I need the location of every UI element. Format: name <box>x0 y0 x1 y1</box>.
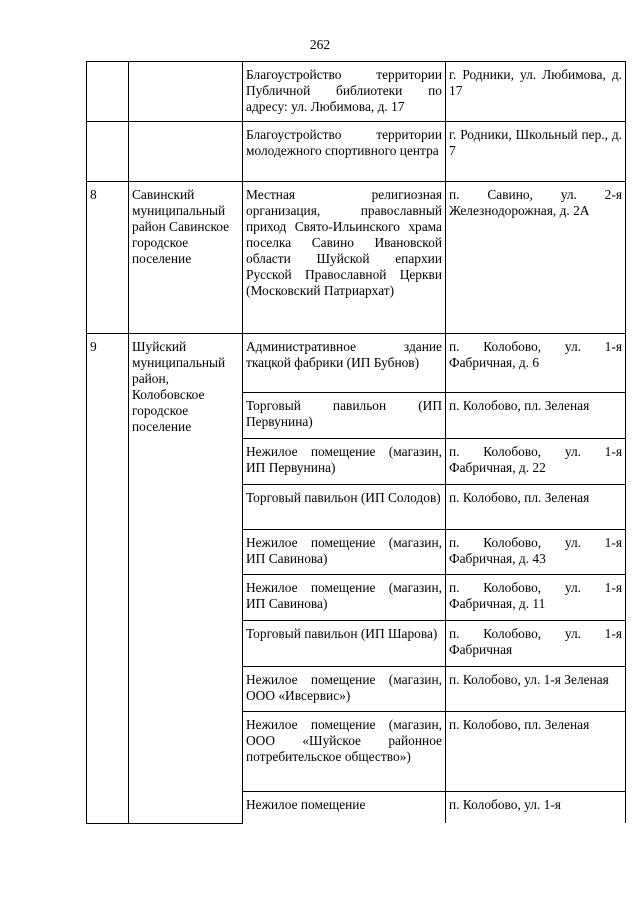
row-number-cell: 8 <box>87 182 129 334</box>
table-row <box>87 182 626 334</box>
object-cell: Нежилое помещение (магазин, ИП Савинова) <box>243 575 446 621</box>
object-cell: Торговый павильон (ИП Первунина) <box>243 393 446 439</box>
table-row <box>87 334 626 393</box>
object-cell: Благоустройство территории молодежного спортивного центра <box>243 122 446 182</box>
table-row <box>87 122 626 182</box>
address-cell: п. Колобово, ул. 1-я Зеленая <box>446 667 626 712</box>
address-cell: п. Колобово, ул. 1-я Фабричная, д. 22 <box>446 439 626 485</box>
object-cell: Торговый павильон (ИП Солодов) <box>243 485 446 530</box>
municipality-cell: Шуйский муниципальный район, Колобовское городское поселение <box>129 334 243 824</box>
page-number: 262 <box>309 37 331 52</box>
address-cell: г. Родники, Школьный пер., д. 7 <box>446 122 626 182</box>
object-cell: Нежилое помещение <box>243 792 446 824</box>
object-cell: Торговый павильон (ИП Шарова) <box>243 621 446 667</box>
municipality-cell <box>129 62 243 122</box>
address-cell: п. Колобово, ул. 1-я Фабричная <box>446 621 626 667</box>
municipality-cell <box>129 122 243 182</box>
object-cell: Благоустройство территории Публичной библиотеки по адресу: ул. Любимова, д. 17 <box>243 62 446 122</box>
address-cell: п. Колобово, ул. 1-я Фабричная, д. 6 <box>446 334 626 393</box>
address-cell: п. Колобово, ул. 1-я <box>446 792 626 824</box>
registry-table <box>86 61 626 824</box>
object-cell: Нежилое помещение (магазин, ООО «Ивсервис») <box>243 667 446 712</box>
table-row <box>87 62 626 122</box>
address-cell: г. Родники, ул. Любимова, д. 17 <box>446 62 626 122</box>
address-cell: п. Колобово, ул. 1-я Фабричная, д. 11 <box>446 575 626 621</box>
address-cell: п. Колобово, пл. Зеленая <box>446 712 626 792</box>
address-cell: п. Савино, ул. 2-я Железнодорожная, д. 2А <box>446 182 626 334</box>
object-cell: Административное здание ткацкой фабрики (ИП Бубнов) <box>243 334 446 393</box>
object-cell: Нежилое помещение (магазин, ИП Первунина) <box>243 439 446 485</box>
object-cell: Нежилое помещение (магазин, ООО «Шуйское районное потребительское общество») <box>243 712 446 792</box>
address-cell: п. Колобово, ул. 1-я Фабричная, д. 43 <box>446 530 626 575</box>
row-number-cell <box>87 62 129 122</box>
address-cell: п. Колобово, пл. Зеленая <box>446 485 626 530</box>
municipality-cell: Савинский муниципальный район Савинское городское поселение <box>129 182 243 334</box>
object-cell: Нежилое помещение (магазин, ИП Савинова) <box>243 530 446 575</box>
address-cell: п. Колобово, пл. Зеленая <box>446 393 626 439</box>
object-cell: Местная религиозная организация, православный приход Свято-Ильинского храма поселка Савино Ивановской области Шуйской епархии Русской Православной Церкви (Московский Патриархат) <box>243 182 446 334</box>
row-number-cell <box>87 122 129 182</box>
row-number-cell: 9 <box>87 334 129 824</box>
